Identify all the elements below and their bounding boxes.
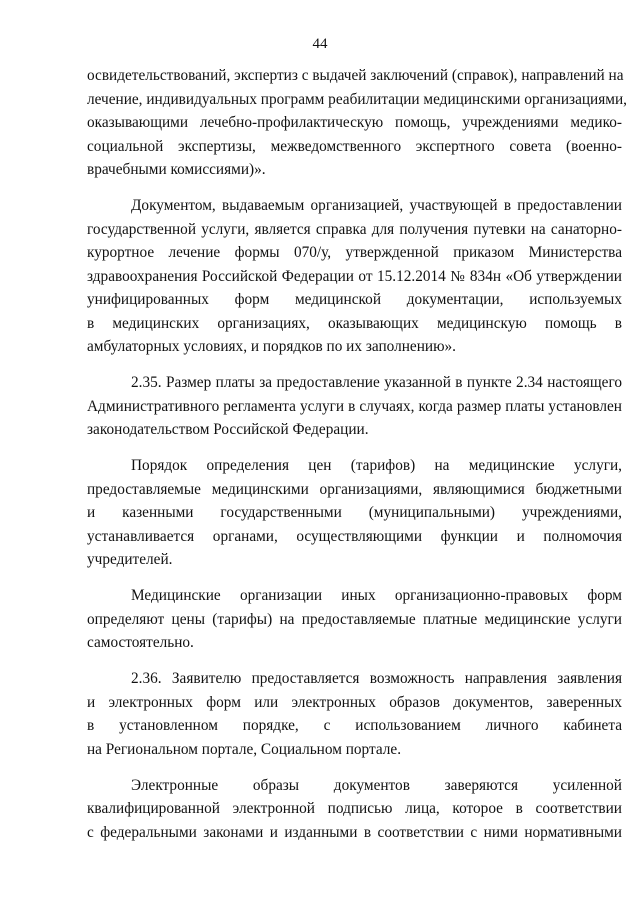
paragraph-gap [87,655,622,668]
paragraph [87,371,622,442]
text-line: оказывающими лечебно-профилактическую помощь, учреждениями медико- [87,114,622,131]
text-line: здравоохранения Российской Федерации от 15.12.2014 № 834н «Об утверждении [87,267,622,285]
paragraph-gap [87,761,622,774]
text-line: на Региональном портале, Социальном портале. [87,740,402,758]
text-line: Порядок определения цен (тарифов) на медицинские услуги, [131,457,622,474]
text-line: освидетельствований, экспертиз с выдачей заключений (справок), направлений на [87,67,624,84]
text-line: амбулаторных условиях, и порядков по их заполнению». [87,338,456,355]
paragraph-gap [87,182,622,195]
paragraph [87,774,622,845]
text-line: с федеральными законами и изданными в соответствии с ними нормативными [87,823,622,841]
text-line: Административного регламента услуги в случаях, когда размер платы установлен [87,397,622,415]
text-line: устанавливается органами, осуществляющими функции и полномочия [87,527,622,545]
paragraph [87,584,622,655]
text-line: унифицированных форм медицинской документации, используемых [87,291,622,308]
text-line: врачебными комиссиями)». [87,161,266,178]
text-line: Медицинские организации иных организационно-правовых форм [131,587,622,604]
text-line: учредителей. [87,551,173,568]
text-line: государственной услуги, является справка для получения путевки на санаторно- [87,220,622,238]
text-line: и электронных форм или электронных образов документов, заверенных [87,693,622,711]
paragraph-gap [87,572,622,585]
text-line: квалифицированной электронной подписью лица, которое в соответствии [87,800,622,817]
text-line: самостоятельно. [87,634,194,651]
paragraph-gap [87,442,622,455]
paragraph [87,454,622,572]
text-line: законодательством Российской Федерации. [87,421,369,438]
paragraph [87,667,622,761]
text-line: Документом, выдаваемым организацией, участвующей в предоставлении [131,197,622,214]
paragraph-gap [87,359,622,372]
text-line: 2.35. Размер платы за предоставление указанной в пункте 2.34 настоящего [131,374,622,391]
document-body [87,64,627,844]
text-line: лечение, индивидуальных программ реабилитации медицинскими организациями, [87,90,627,108]
text-line: и казенными государственными (муниципальными) учреждениями, [87,504,622,521]
text-line: социальной экспертизы, межведомственного экспертного совета (военно- [87,137,622,155]
text-line: Электронные образы документов заверяются усиленной [131,776,622,794]
paragraph [87,194,622,359]
text-line: предоставляемые медицинскими организациями, являющимися бюджетными [87,480,622,498]
text-line: определяют цены (тарифы) на предоставляемые платные медицинские услуги [87,610,622,628]
text-line: в медицинских организациях, оказывающих медицинскую помощь в [87,314,622,332]
text-line: 2.36. Заявителю предоставляется возможность направления заявления [131,670,622,687]
text-line: курортное лечение формы 070/у, утвержденной приказом Министерства [87,244,622,261]
text-line: в установленном порядке, с использованием личного кабинета [87,717,622,734]
page-number: 44 [312,36,328,52]
paragraph [87,64,627,182]
